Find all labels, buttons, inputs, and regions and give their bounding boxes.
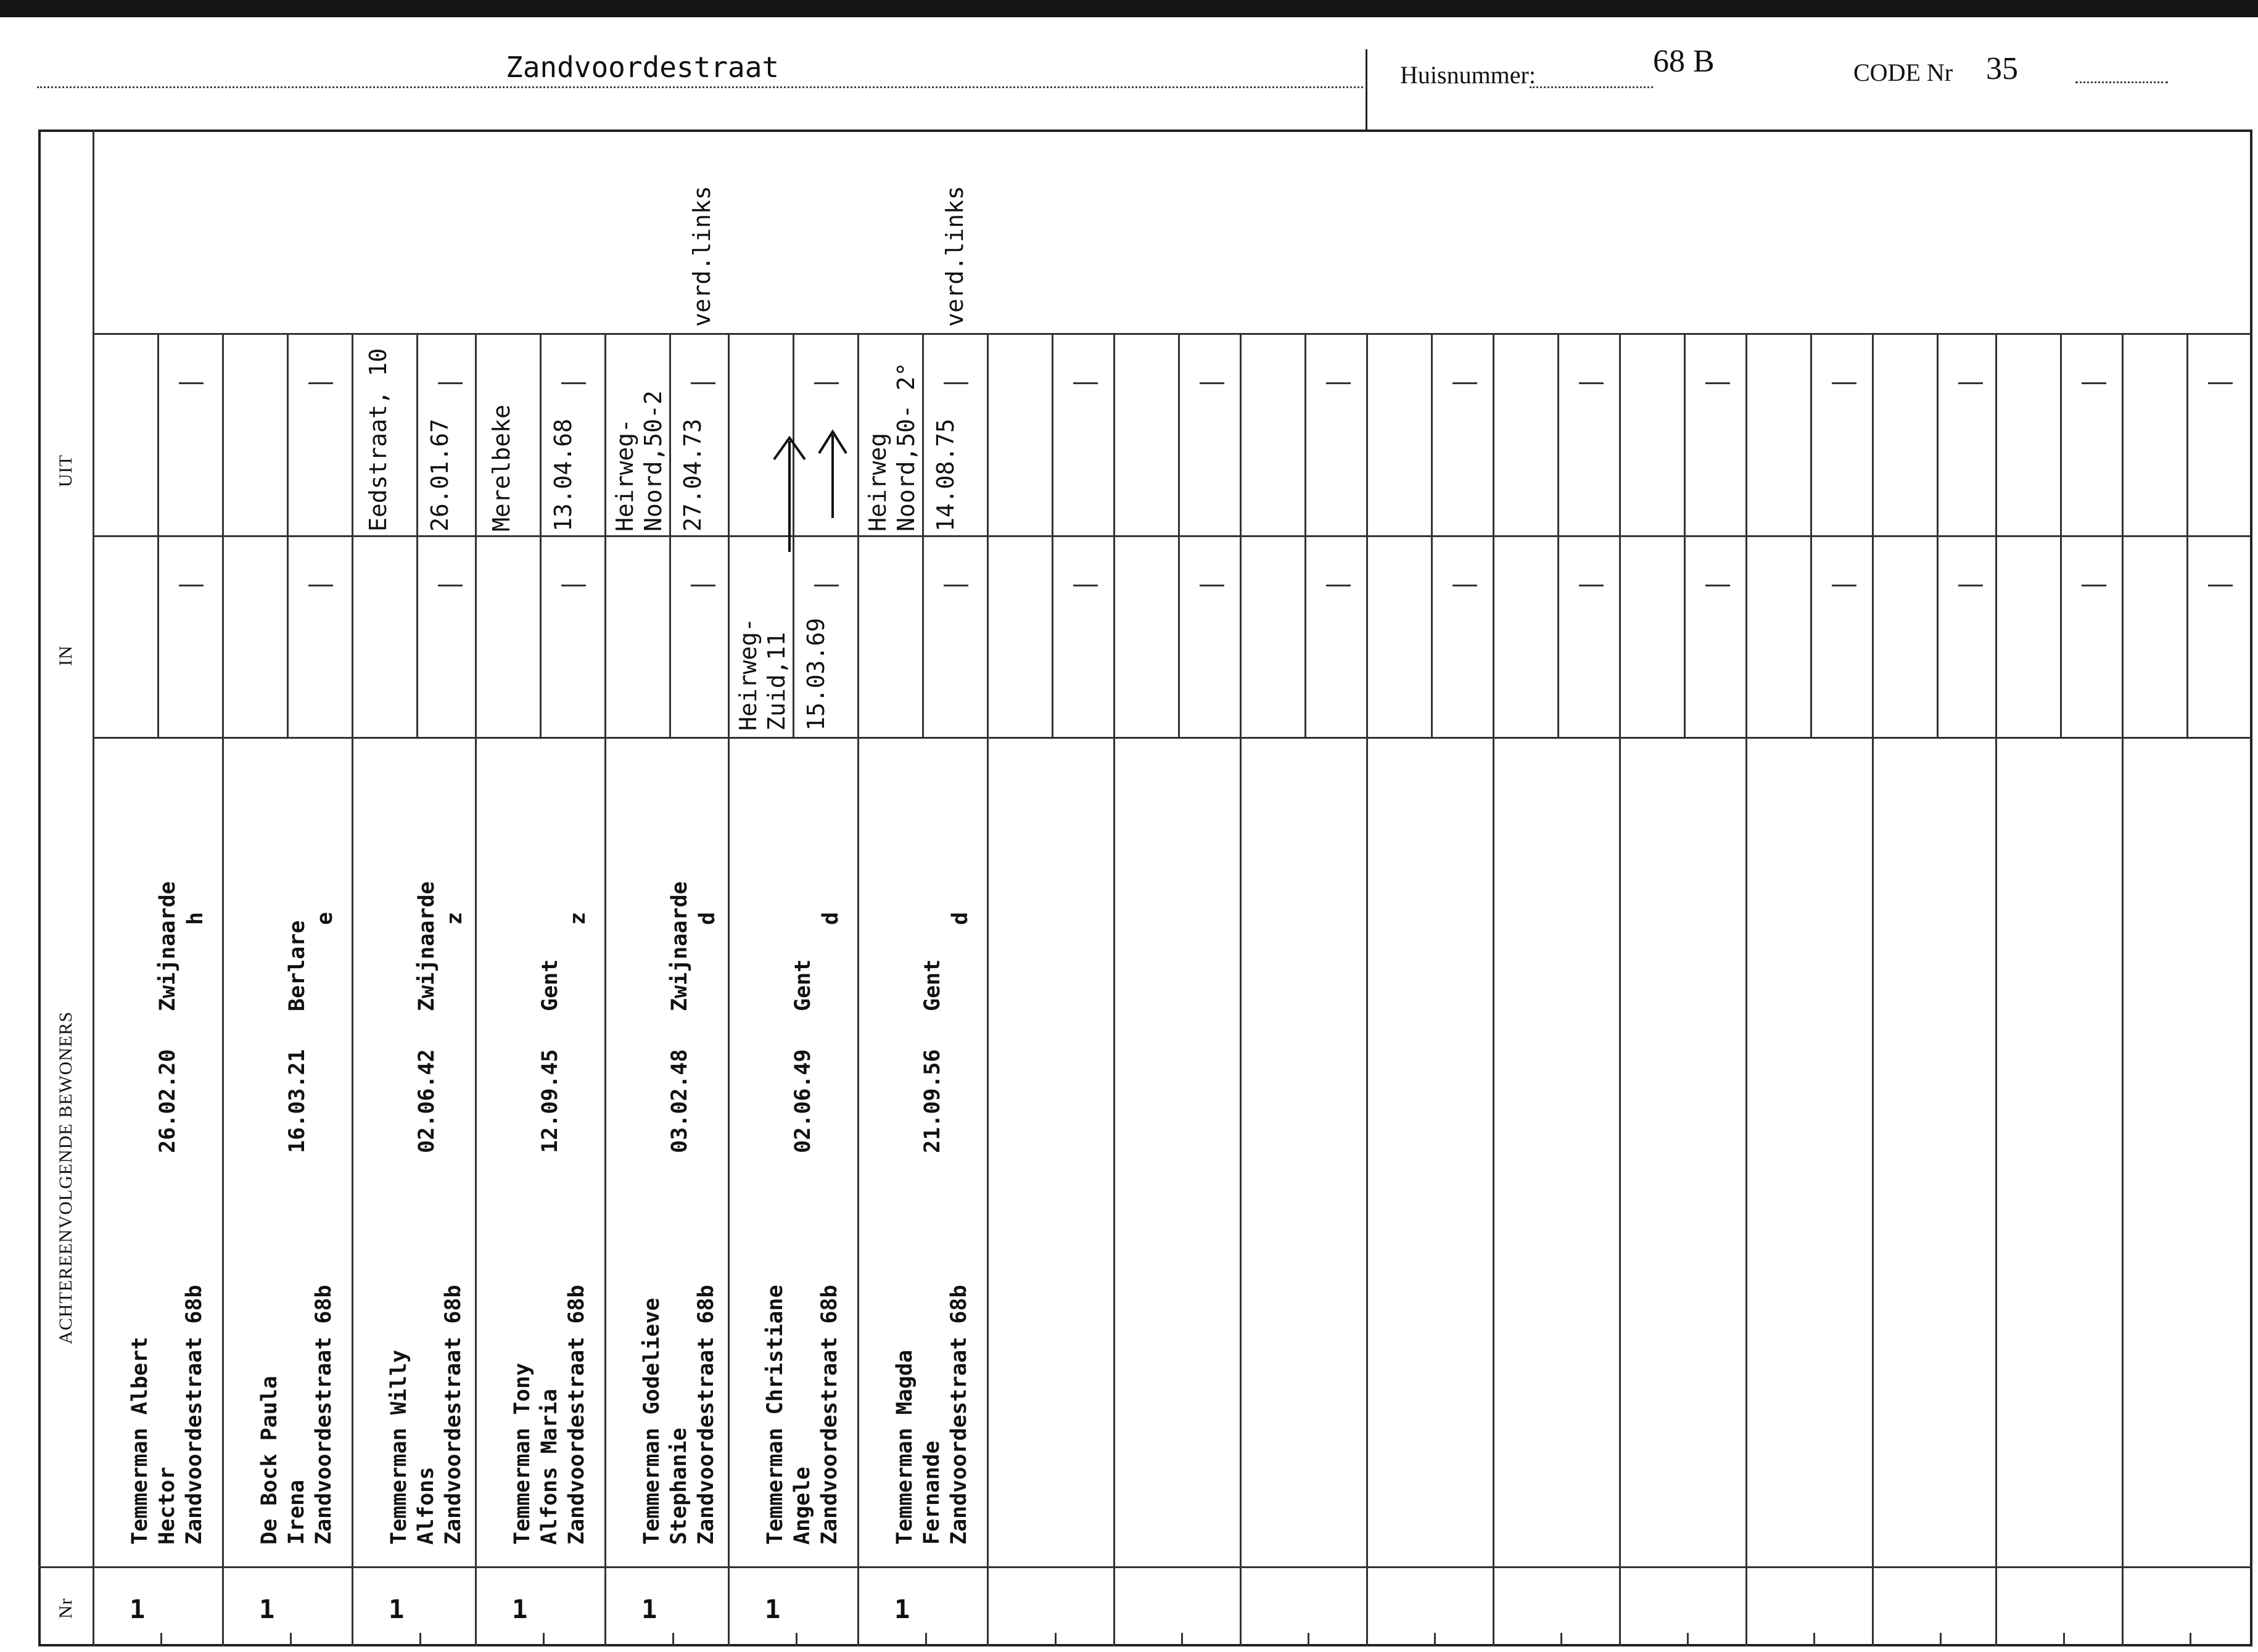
date-subcolumn-line (1684, 535, 1686, 737)
date-subcolumn-line (416, 535, 418, 737)
relation-code: d (695, 911, 720, 925)
date-subcolumn-line (1557, 535, 1559, 737)
resident-name: Temmerman Magda (892, 1349, 917, 1545)
blank-dash (179, 585, 204, 586)
bottom-tick (1687, 1633, 1689, 1645)
blank-dash (691, 382, 715, 384)
uit-date: 14.08.75 (932, 418, 959, 532)
house-number-dotted-line (1530, 86, 1653, 88)
bottom-tick (925, 1633, 927, 1645)
uit-place: Eedstraat, 10 (365, 348, 392, 532)
residents-nr-divider (38, 1566, 2252, 1568)
date-subcolumn-line (287, 333, 289, 535)
resident-given-names: Angele (790, 1466, 815, 1545)
street-name: Zandvoordestraat (506, 51, 780, 84)
column-line (1872, 333, 1874, 1646)
date-subcolumn-line (157, 333, 159, 535)
blank-dash (1200, 585, 1224, 586)
date-subcolumn-line (1937, 535, 1939, 737)
column-line (2122, 333, 2124, 1646)
resident-birth (154, 1049, 181, 1153)
column-line (1995, 333, 1997, 1646)
uit-place-line: Heirweg (864, 432, 891, 532)
bottom-tick (796, 1633, 797, 1645)
birth-place: Zwijnaarde (155, 881, 180, 1011)
record-number: 1 (894, 1594, 910, 1624)
uit-section-label: UIT (56, 454, 76, 487)
column-line (728, 333, 730, 1646)
column-line (1240, 333, 1242, 1646)
birth-date: 21.09.56 (920, 1049, 945, 1153)
in-section-label: IN (56, 645, 76, 666)
uit-date: 13.04.68 (550, 418, 577, 532)
resident-address: Zandvoordestraat 68b (694, 1284, 719, 1545)
blank-dash (1452, 585, 1477, 586)
blank-dash (2082, 585, 2106, 586)
resident-name: Temmerman Albert (128, 1336, 152, 1545)
record-number: 1 (130, 1594, 146, 1624)
birth-date: 16.03.21 (285, 1049, 310, 1153)
blank-dash (308, 382, 333, 384)
resident-name: De Bock Paula (257, 1376, 282, 1545)
resident-entry (509, 1285, 590, 1545)
resident-name: Temmerman Willy (387, 1349, 411, 1545)
column-line (987, 333, 989, 1646)
resident-name: Temmerman Godelieve (640, 1297, 664, 1545)
date-subcolumn-line (669, 535, 671, 737)
record-number: 1 (765, 1594, 781, 1624)
blank-dash (1073, 585, 1098, 586)
column-line (1366, 333, 1368, 1646)
resident-address: Zandvoordestraat 68b (311, 1284, 336, 1545)
blank-dash (814, 382, 839, 384)
resident-given-names: Stephanie (667, 1428, 691, 1545)
date-subcolumn-line (1304, 333, 1306, 535)
resident-address: Zandvoordestraat 68b (947, 1284, 971, 1545)
relation-code: z (442, 911, 467, 925)
resident-address: Zandvoordestraat 68b (564, 1284, 589, 1545)
column-line (352, 333, 353, 1646)
blank-dash (1579, 585, 1604, 586)
bottom-tick (543, 1633, 545, 1645)
remark-text: verd.links (688, 186, 715, 327)
in-residents-divider (93, 737, 2251, 739)
record-number: 1 (641, 1594, 657, 1624)
date-subcolumn-line (793, 535, 794, 737)
date-subcolumn-line (1937, 333, 1939, 535)
resident-given-names: Hector (155, 1466, 179, 1545)
bottom-tick (2063, 1633, 2065, 1645)
column-line (1113, 333, 1115, 1646)
column-line (475, 333, 477, 1646)
resident-birth (537, 1049, 564, 1153)
relation-code: z (566, 911, 590, 925)
date-subcolumn-line (1431, 333, 1433, 535)
blank-dash (1452, 382, 1477, 384)
label-column-line (93, 129, 94, 1646)
date-subcolumn-line (1304, 535, 1306, 737)
date-subcolumn-line (922, 535, 924, 737)
blank-dash (2208, 382, 2233, 384)
date-subcolumn-line (922, 333, 924, 535)
birth-date: 26.02.20 (155, 1049, 180, 1153)
resident-address: Zandvoordestraat 68b (817, 1284, 842, 1545)
blank-dash (179, 382, 204, 384)
blank-dash (561, 382, 586, 384)
resident-birth (919, 1049, 946, 1153)
relation-code: d (948, 911, 973, 925)
resident-address: Zandvoordestraat 68b (441, 1284, 466, 1545)
resident-entry (891, 1285, 973, 1545)
remark-text: verd.links (941, 186, 968, 327)
code-label: CODE Nr (1853, 59, 1953, 86)
blank-dash (1832, 382, 1856, 384)
column-line (1619, 333, 1621, 1646)
in-place (734, 618, 791, 731)
relation-code: e (313, 911, 337, 925)
uit-place-line: Noord,50-2 (640, 390, 667, 532)
bottom-tick (2190, 1633, 2191, 1645)
blank-dash (944, 382, 968, 384)
record-number: 1 (259, 1594, 275, 1624)
date-subcolumn-line (287, 535, 289, 737)
date-subcolumn-line (1431, 535, 1433, 737)
bottom-tick (160, 1633, 162, 1645)
birth-place: Zwijnaarde (667, 881, 692, 1011)
blank-dash (1200, 382, 1224, 384)
date-subcolumn-line (540, 535, 542, 737)
house-number-value: 68 B (1653, 44, 1715, 79)
uit-place-line: Heirweg- (611, 418, 638, 532)
date-subcolumn-line (1810, 333, 1812, 535)
resident-entry (256, 1285, 337, 1545)
uit-place-line: Noord,50- 2° (892, 362, 920, 532)
in-place-line: Heirweg- (735, 617, 762, 731)
code-value: 35 (1986, 51, 2018, 86)
bottom-tick (1181, 1633, 1183, 1645)
header-divider (1366, 49, 1367, 129)
date-subcolumn-line (1052, 535, 1053, 737)
date-subcolumn-line (1684, 333, 1686, 535)
date-subcolumn-line (2186, 535, 2188, 737)
residents-section-label: ACHTEREENVOLGENDE BEWONERS (56, 1011, 76, 1344)
scan-top-border (0, 0, 2258, 17)
date-subcolumn-line (669, 333, 671, 535)
resident-entry (762, 1285, 843, 1545)
resident-name: Temmerman Christiane (763, 1284, 788, 1545)
resident-birth (284, 1049, 311, 1153)
resident-given-names: Irena (284, 1479, 309, 1545)
bottom-tick (290, 1633, 292, 1645)
resident-given-names: Fernande (920, 1440, 944, 1545)
column-line (1493, 333, 1494, 1646)
in-date: 15.03.69 (802, 617, 830, 731)
blank-dash (1705, 382, 1730, 384)
resident-birth (666, 1049, 693, 1153)
bottom-tick (1940, 1633, 1942, 1645)
birth-place: Zwijnaarde (414, 881, 439, 1011)
resident-given-names: Alfons Maria (537, 1389, 562, 1545)
blank-dash (691, 585, 715, 586)
blank-dash (1958, 382, 1983, 384)
resident-entry (638, 1285, 720, 1545)
date-subcolumn-line (2186, 333, 2188, 535)
column-line (857, 333, 859, 1646)
house-number-label: Huisnummer: (1400, 61, 1536, 89)
resident-address: Zandvoordestraat 68b (182, 1284, 207, 1545)
bottom-tick (1308, 1633, 1309, 1645)
blank-dash (1073, 382, 1098, 384)
blank-dash (1326, 585, 1351, 586)
uit-date: 27.04.73 (679, 418, 706, 532)
blank-dash (438, 585, 463, 586)
blank-dash (1579, 382, 1604, 384)
blank-dash (2208, 585, 2233, 586)
resident-given-names: Alfons (414, 1466, 439, 1545)
date-subcolumn-line (1052, 333, 1053, 535)
blank-dash (561, 585, 586, 586)
uit-place: Merelbeke (488, 405, 515, 532)
date-subcolumn-line (1178, 535, 1180, 737)
code-dotted-line (2075, 81, 2168, 83)
date-subcolumn-line (416, 333, 418, 535)
arrow-up-icon (796, 425, 857, 524)
uit-place (611, 390, 667, 532)
date-subcolumn-line (157, 535, 159, 737)
resident-name: Temmerman Tony (510, 1362, 535, 1545)
bottom-tick (1813, 1633, 1815, 1645)
in-place-line: Zuid,11 (763, 631, 790, 731)
record-number: 1 (512, 1594, 528, 1624)
birth-date: 02.06.42 (414, 1049, 439, 1153)
resident-entry (126, 1285, 208, 1545)
blank-dash (1958, 585, 1983, 586)
resident-entry (385, 1285, 467, 1545)
bottom-tick (1055, 1633, 1057, 1645)
record-number: 1 (389, 1594, 405, 1624)
relation-code: d (818, 911, 843, 925)
blank-dash (1832, 585, 1856, 586)
resident-birth (789, 1049, 817, 1153)
bottom-tick (1434, 1633, 1436, 1645)
street-dotted-line (37, 86, 1363, 88)
blank-dash (1326, 382, 1351, 384)
birth-place: Berlare (285, 920, 310, 1011)
bottom-tick (1560, 1633, 1562, 1645)
nr-section-label: Nr (56, 1598, 76, 1619)
blank-dash (814, 585, 839, 586)
birth-date: 12.09.45 (538, 1049, 562, 1153)
birth-place: Gent (791, 959, 815, 1011)
bottom-tick (672, 1633, 674, 1645)
blank-dash (308, 585, 333, 586)
blank-dash (2082, 382, 2106, 384)
uit-place (863, 362, 920, 532)
date-subcolumn-line (540, 333, 542, 535)
date-subcolumn-line (2060, 333, 2062, 535)
birth-date: 02.06.49 (791, 1049, 815, 1153)
birth-place: Gent (538, 959, 562, 1011)
column-line (604, 333, 606, 1646)
relation-code: h (183, 911, 208, 925)
column-line (222, 333, 224, 1646)
uit-date: 26.01.67 (426, 418, 453, 532)
birth-place: Gent (920, 959, 945, 1011)
blank-dash (438, 382, 463, 384)
blank-dash (944, 585, 968, 586)
bottom-tick (419, 1633, 421, 1645)
date-subcolumn-line (1178, 333, 1180, 535)
blank-dash (1705, 585, 1730, 586)
column-line (1745, 333, 1747, 1646)
resident-birth (413, 1049, 440, 1153)
birth-date: 03.02.48 (667, 1049, 692, 1153)
date-subcolumn-line (1557, 333, 1559, 535)
date-subcolumn-line (1810, 535, 1812, 737)
date-subcolumn-line (2060, 535, 2062, 737)
